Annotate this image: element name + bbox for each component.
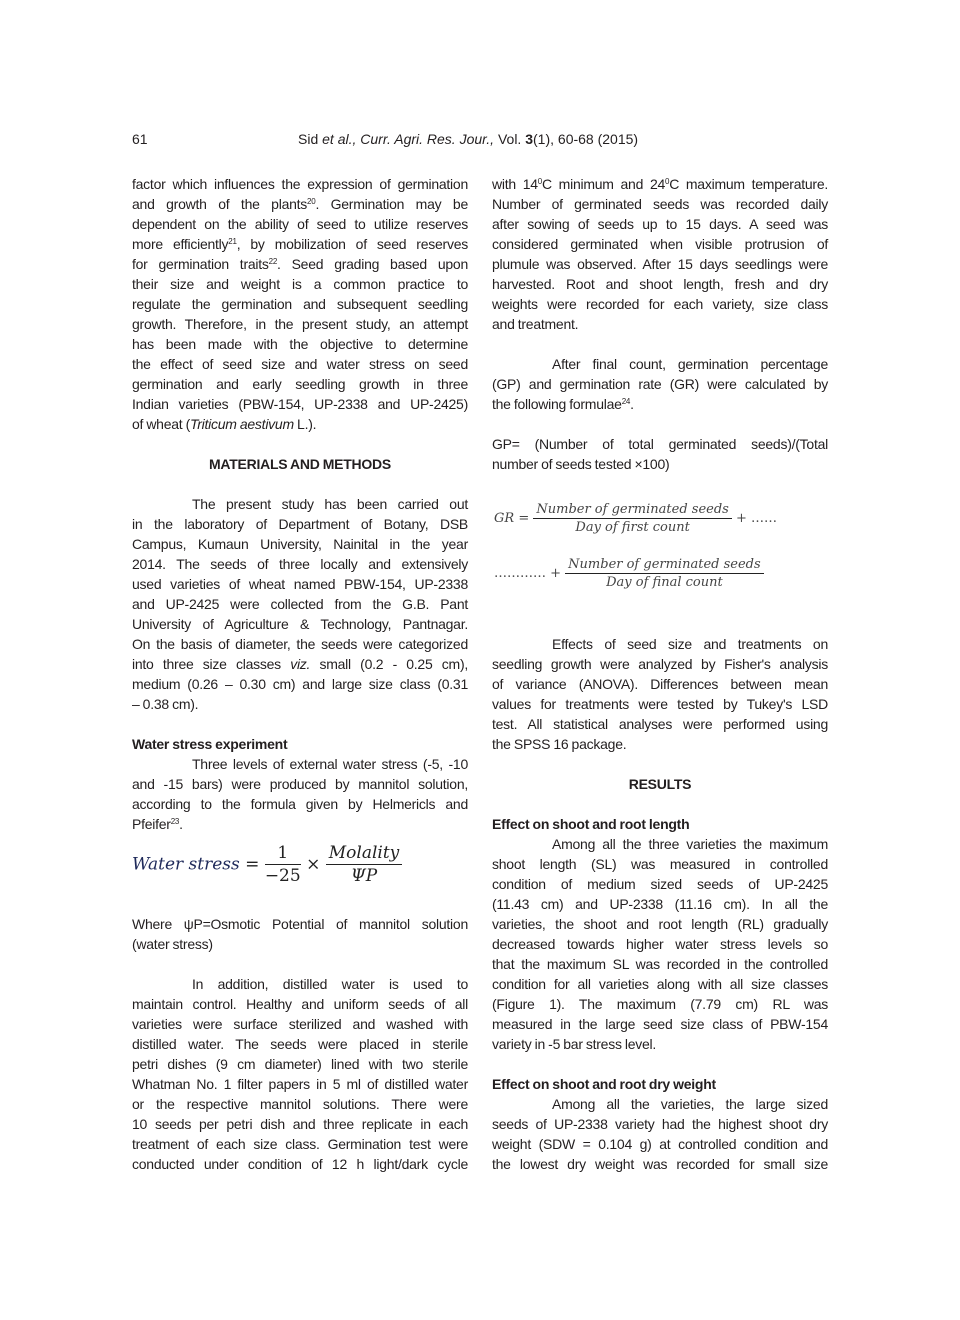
paragraph [492,1094,828,1174]
fraction [565,557,763,590]
text-line: GP= (Number of total germinated seeds)/(Total [492,436,828,452]
text-line: treatment of each size class. Germination test were [132,1136,468,1152]
text-line [132,254,468,274]
text-line: dependent on the ability of seed to utilize reserves [132,216,468,232]
eq-continuation: ………… + [494,566,562,581]
text-line: On the basis of diameter, the seeds were categorized [132,636,468,652]
text-line: plumule was observed. After 15 days seedlings were [492,256,828,272]
text-line: and UP-2425 were collected from the G.B. Pant [132,596,468,612]
germination-rate-equation [494,502,777,590]
paragraph [492,434,828,474]
text-segment: Triticum aestivum [189,416,294,432]
fraction [326,843,403,886]
text-line: and -15 bars) were produced by mannitol solution, [132,776,468,792]
text-line: variety in -5 bar stress level. [492,1036,657,1052]
text-line: of variance (ANOVA). Differences between mean [492,676,828,692]
text-line: University of Agriculture & Technology, Pantnagar. [132,616,468,632]
paragraph [132,494,468,714]
text-line: Among all the three varieties the maximum [552,836,828,852]
text-line: Among all the varieties, the large sized [552,1096,828,1112]
text-line: condition for all varieties along with all size classes [492,976,828,992]
paragraph [132,174,468,434]
subsection-heading [492,814,828,834]
text-line: number of seeds tested ×100) [492,456,670,472]
text-line: seeds of UP-2338 variety had the highest shoot dry [492,1116,828,1132]
text-line: harvested. Root and shoot length, fresh and dry [492,276,828,292]
eq-lhs: GR [494,511,515,526]
header-author: Sid [298,131,323,147]
eq-continuation: + …… [735,511,778,526]
header-volume: 3 [525,131,534,147]
text-segment: viz. [290,656,311,672]
denominator: Day of first count [575,520,690,535]
text-line: values for treatments were tested by Tukey's LSD [492,696,828,712]
denominator: ΨP [350,866,378,886]
heading-text: RESULTS [628,776,692,792]
text-line: Effects of seed size and treatments on [552,636,828,652]
text-line: the lowest dry weight was recorded for small size [492,1156,828,1172]
text-line: varieties, the shoot and root length (RL) gradually [492,916,828,932]
text-segment: more efficiently [132,236,229,252]
text-line: petri dishes (9 cm diameter) lined with two sterile [132,1056,468,1072]
text-line: (Figure 1). The maximum (7.79 cm) RL was [492,996,828,1012]
citation-superscript: 22 [268,257,278,266]
numerator: 1 [265,843,301,865]
heading-text: MATERIALS AND METHODS [209,456,391,472]
text-line: conducted under condition of 12 h light/dark cycle [132,1156,468,1172]
text-line: the SPSS 16 package. [492,736,627,752]
text-segment: C minimum and 24 [542,176,666,192]
text-line: after sowing of seeds up to 15 days. A seed was [492,216,828,232]
text-line: or the respective mannitol solutions. There were [132,1096,468,1112]
eq-equals: = [245,854,260,875]
heading-text: Effect on shoot and root length [492,816,690,832]
text-line: the effect of seed size and water stress on seed [132,356,468,372]
paragraph [132,754,468,834]
text-segment: small (0.2 - 0.25 cm), [310,656,468,672]
text-line: weights were recorded for each variety, size class [492,296,828,312]
text-line [132,814,468,834]
running-header [298,130,638,148]
text-line: and treatment. [492,316,579,332]
citation-superscript: 24 [621,397,631,406]
paragraph [492,354,828,414]
text-segment: . [630,396,634,412]
text-line: 10 seeds per petri dish and three replicate in each [132,1116,468,1132]
paragraph [132,974,468,1174]
eq-equals: = [518,511,530,526]
text-line: After final count, germination percentage [552,356,828,372]
citation-superscript: 20 [307,197,316,206]
text-line: growth. Therefore, in the present study, an attempt [132,316,468,332]
numerator: Molality [326,843,403,865]
text-line: decreased towards higher water stress levels so [492,936,828,952]
paragraph [492,174,828,334]
citation-superscript: 0 [665,177,670,186]
text-line: Three levels of external water stress (-5, -10 [192,756,468,772]
text-segment: of wheat ( [132,416,190,432]
header-vol-label: Vol. [494,131,526,147]
paragraph [492,834,828,1054]
text-segment: L.). [293,416,317,432]
text-line [132,654,468,674]
text-line: weight (SDW = 0.104 g) at controlled condition and [492,1136,828,1152]
eq-lhs: Water stress [132,854,240,875]
text-line: in the laboratory of Department of Botany, DSB [132,516,468,532]
water-stress-equation [132,843,402,886]
citation-superscript: 21 [228,237,237,246]
text-line [492,174,828,194]
citation-superscript: 23 [170,817,180,826]
text-line: In addition, distilled water is used to [192,976,468,992]
text-line: has been made with the objective to determine [132,336,468,352]
text-line: factor which influences the expression of germination [132,176,468,192]
text-segment: . Seed grading based upon [277,256,468,272]
fraction [533,502,731,535]
text-line: (water stress) [132,936,213,952]
text-segment: C maximum temperature. [669,176,828,192]
text-line: The present study has been carried out [192,496,468,512]
text-line: medium (0.26 – 0.30 cm) and large size class (0.31 [132,676,468,692]
text-line: measured in the large seed size class of PBW-154 [492,1016,828,1032]
text-line: considered germinated when visible protrusion of [492,236,828,252]
paragraph [492,634,828,754]
text-segment: , by mobilization of seed reserves [236,236,468,252]
text-line [132,234,468,254]
text-segment: and growth of the plants [132,196,308,212]
heading-text: Effect on shoot and root dry weight [492,1076,716,1092]
text-segment: for germination traits [132,256,269,272]
text-line: their size and weight is a common practice to [132,276,468,292]
text-line: distilled water. The seeds were placed in sterile [132,1036,468,1052]
text-line: according to the formula given by Helmericls and [132,796,468,812]
text-segment: with 14 [492,176,538,192]
text-line: (GP) and germination rate (GR) were calculated by [492,376,828,392]
section-heading [492,774,828,794]
page-number: 61 [132,131,148,147]
text-segment: the following formulae [492,396,622,412]
text-segment: into three size classes [132,656,291,672]
text-segment: . Germination may be [315,196,468,212]
header-journal: Curr. Agri. Res. Jour., [356,131,495,147]
section-heading [132,454,468,474]
text-line: that the maximum SL was recorded in the controlled [492,956,828,972]
heading-text: Water stress experiment [132,736,288,752]
citation-superscript: 0 [537,177,542,186]
text-line: Indian varieties (PBW-154, UP-2338 and UP-2425) [132,396,468,412]
text-line: regulate the germination and subsequent seedling [132,296,468,312]
text-segment: Pfeifer [132,816,171,832]
subsection-heading [492,1074,828,1094]
text-line: Number of germinated seeds was recorded daily [492,196,828,212]
text-line: Campus, Kumaun University, Nainital in the year [132,536,468,552]
text-line [132,194,468,214]
text-segment: . [179,816,183,832]
text-line: test. All statistical analyses were performed using [492,716,828,732]
text-line: used varieties of wheat named PBW-154, UP-2338 [132,576,468,592]
text-line: Where ψP=Osmotic Potential of mannitol solution [132,916,468,932]
header-issue: (1), 60-68 (2015) [533,131,639,147]
text-line [492,394,828,414]
text-line: germination and early seedling growth in three [132,376,468,392]
text-line: – 0.38 cm). [132,696,199,712]
denominator: −25 [264,866,301,886]
fraction [265,843,301,886]
text-line [132,414,468,434]
text-line: condition of medium sized seeds of UP-2425 [492,876,828,892]
text-line: 2014. The seeds of three locally and extensively [132,556,468,572]
text-line: seedling growth were analyzed by Fisher's analysis [492,656,828,672]
subsection-heading [132,734,468,754]
numerator: Number of germinated seeds [533,502,731,519]
text-line: Whatman No. 1 filter papers in 5 ml of distilled water [132,1076,468,1092]
text-line: shoot length (SL) was measured in controlled [492,856,828,872]
text-line: maintain control. Healthy and uniform seeds of all [132,996,468,1012]
paragraph [132,914,468,954]
numerator: Number of germinated seeds [565,557,763,574]
denominator: Day of final count [606,575,723,590]
text-line: varieties were surface sterilized and washed with [132,1016,468,1032]
eq-times: × [306,854,321,875]
text-line: (11.43 cm) and UP-2338 (11.16 cm). In all the [492,896,828,912]
header-etal: et al., [322,131,357,147]
